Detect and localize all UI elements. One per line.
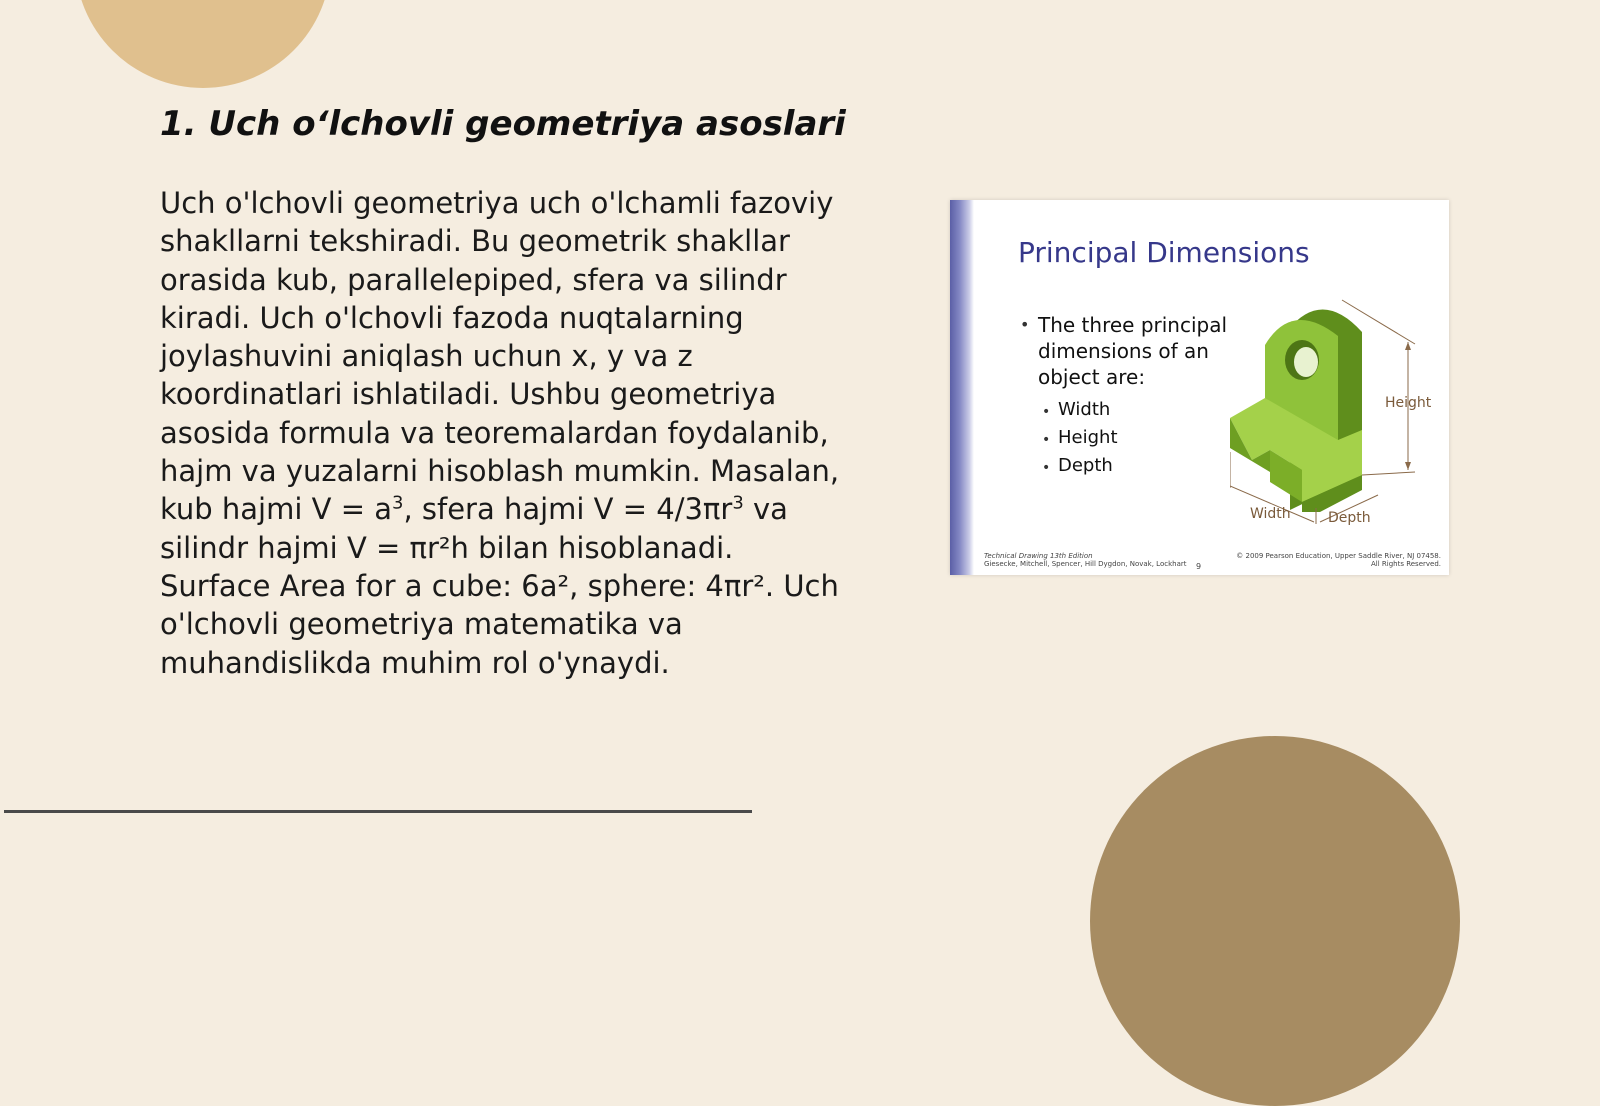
superscript-sphere: 3	[732, 492, 744, 514]
bullet-dot-icon: •	[1020, 315, 1030, 334]
embedded-slide-image	[950, 200, 1449, 575]
decorative-circle-bottom	[1090, 736, 1460, 1106]
slide-sub-item-text: Width	[1058, 399, 1111, 420]
page-title: 1. Uch o‘lchovli geometriya asoslari	[160, 104, 846, 144]
figure-label-depth: Depth	[1328, 510, 1371, 526]
figure-label-height: Height	[1385, 395, 1432, 411]
slide-footer-left	[984, 552, 1187, 568]
slide-sub-item	[1040, 396, 1238, 424]
slide-sub-item	[1040, 452, 1238, 480]
slide-bullet-list	[1018, 312, 1238, 480]
body-text-part-2: , sfera hajmi V = 4/3πr	[403, 492, 733, 527]
slide-footer-rights: All Rights Reserved.	[1370, 560, 1441, 568]
bullet-dot-icon: •	[1042, 460, 1051, 476]
bullet-dot-icon: •	[1042, 432, 1051, 448]
slide-side-bar	[950, 200, 974, 575]
body-paragraph	[160, 184, 850, 682]
slide-sub-item-text: Depth	[1058, 455, 1113, 476]
superscript-cube: 3	[392, 492, 404, 514]
divider-line	[4, 810, 752, 813]
bullet-dot-icon: •	[1042, 404, 1051, 420]
slide-footer-right	[1236, 552, 1441, 568]
slide-footer-book: Technical Drawing 13th Edition	[984, 552, 1093, 560]
bracket-hole-inner	[1294, 347, 1318, 377]
decorative-circle-top	[75, 0, 331, 88]
slide-sub-list	[1018, 396, 1238, 480]
body-text-part-3: va silindr hajmi V = πr²h bilan hisoblanadi. Surface Area for a cube: 6a², sphere: 4πr². Uch o'lchovli geometriya matematika va muhandislikda muhim rol o'ynaydi.	[160, 492, 839, 680]
slide-main-bullet	[1018, 312, 1238, 390]
figure-label-width: Width	[1250, 506, 1291, 522]
bracket-drawing-icon	[1230, 290, 1445, 550]
body-text-part-1: Uch o'lchovli geometriya uch o'lchamli fazoviy shakllarni tekshiradi. Bu geometrik shakllar orasida kub, parallelepiped, sfera va silindr kiradi. Uch o'lchovli fazoda nuqtalarning joylashuvini aniqlash uchun x, y va z koordinatlari ishlatiladi. Ushbu geometriya asosida formula va teoremalardan foydalanib, hajm va yuzalarni hisoblash mumkin. Masalan, kub hajmi V = a	[160, 186, 840, 527]
slide-sub-item	[1040, 424, 1238, 452]
slide-footer-copyright: © 2009 Pearson Education, Upper Saddle River, NJ 07458.	[1236, 552, 1441, 560]
slide-footer-authors: Giesecke, Mitchell, Spencer, Hill Dygdon, Novak, Lockhart	[984, 560, 1187, 568]
slide-page-number: 9	[1196, 562, 1202, 571]
slide-sub-item-text: Height	[1058, 427, 1118, 448]
slide-title: Principal Dimensions	[1018, 236, 1310, 269]
slide-main-bullet-text: The three principal dimensions of an object are:	[1038, 313, 1228, 389]
